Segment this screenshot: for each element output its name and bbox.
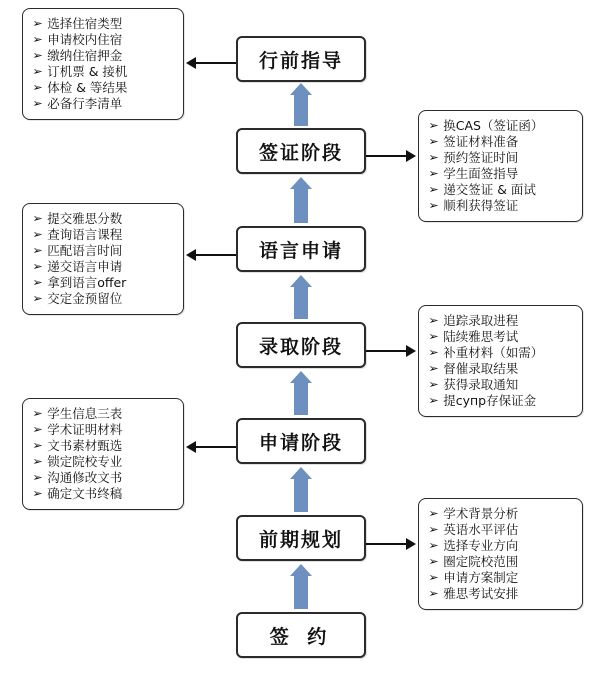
note-item	[429, 393, 572, 409]
arrow-head-icon	[290, 564, 312, 576]
note-label: 雅思考试安排	[443, 586, 519, 601]
note-label: 申请校内住宿	[47, 32, 123, 47]
arrow-shaft	[294, 576, 308, 609]
connector-arrow-to-pre-departure	[186, 57, 236, 69]
stage-box-language-application[interactable]	[236, 226, 366, 272]
arrow-bullet-icon: ➢	[32, 212, 43, 225]
note-item	[429, 345, 572, 361]
flow-arrow-signing-to-early-planning	[290, 564, 312, 609]
note-label: 交定金预留位	[47, 291, 123, 306]
stage-label: 签证阶段	[258, 141, 343, 164]
arrow-head-icon	[290, 467, 312, 479]
note-item	[33, 291, 173, 307]
arrow-shaft	[294, 479, 308, 512]
arrow-bullet-icon: ➢	[428, 571, 439, 584]
note-label: 文书素材甄选	[47, 438, 123, 453]
note-panel-language	[22, 203, 184, 315]
arrow-bullet-icon: ➢	[428, 555, 439, 568]
note-item	[33, 48, 173, 64]
arrow-head-icon	[290, 371, 312, 383]
note-label: 学术证明材料	[47, 422, 123, 437]
stage-box-application[interactable]	[236, 418, 366, 464]
arrow-shaft	[366, 543, 407, 545]
note-label: 督催录取结果	[443, 361, 519, 376]
note-item	[33, 243, 173, 259]
arrow-bullet-icon: ➢	[428, 378, 439, 391]
note-item	[33, 470, 173, 486]
arrow-bullet-icon: ➢	[428, 507, 439, 520]
arrow-bullet-icon: ➢	[32, 423, 43, 436]
note-label: 学生信息三表	[47, 406, 123, 421]
arrow-head-icon	[290, 83, 312, 95]
note-panel-pre-departure	[22, 8, 184, 120]
note-item	[429, 198, 572, 214]
connector-arrow-to-early-planning-notes	[366, 538, 416, 550]
arrow-shaft	[294, 95, 308, 126]
note-item	[429, 377, 572, 393]
arrow-bullet-icon: ➢	[32, 439, 43, 452]
stage-label: 签 约	[269, 625, 333, 648]
note-item	[33, 422, 173, 438]
arrow-bullet-icon: ➢	[32, 65, 43, 78]
arrow-bullet-icon: ➢	[32, 260, 43, 273]
stage-box-signing[interactable]	[236, 612, 366, 658]
flow-arrow-early-planning-to-application	[290, 467, 312, 512]
note-item	[33, 259, 173, 275]
note-label: 递交语言申请	[47, 259, 123, 274]
note-item	[429, 182, 572, 198]
stage-box-pre-departure[interactable]	[236, 36, 366, 82]
arrow-bullet-icon: ➢	[428, 151, 439, 164]
flow-arrow-admission-to-language	[290, 275, 312, 319]
note-item	[429, 166, 572, 182]
arrow-bullet-icon: ➢	[32, 228, 43, 241]
note-item	[429, 586, 572, 602]
arrow-bullet-icon: ➢	[32, 471, 43, 484]
note-label: 确定文书终稿	[47, 486, 123, 501]
arrow-bullet-icon: ➢	[32, 49, 43, 62]
connector-arrow-to-application-notes	[186, 441, 236, 453]
note-panel-admission	[418, 305, 583, 417]
arrow-bullet-icon: ➢	[32, 244, 43, 257]
note-label: 匹配语言时间	[47, 243, 123, 258]
arrow-bullet-icon: ➢	[32, 292, 43, 305]
note-label: 陆续雅思考试	[443, 329, 519, 344]
arrow-shaft	[366, 350, 407, 352]
stage-label: 语言申请	[258, 239, 343, 262]
note-item	[429, 361, 572, 377]
arrow-bullet-icon: ➢	[32, 407, 43, 420]
arrow-shaft	[366, 155, 407, 157]
note-label: 获得录取通知	[443, 377, 519, 392]
note-item	[429, 506, 572, 522]
note-label: 申请方案制定	[443, 570, 519, 585]
connector-arrow-to-admission-notes	[366, 345, 416, 357]
note-item	[429, 522, 572, 538]
note-label: 圈定院校范围	[443, 554, 519, 569]
arrow-bullet-icon: ➢	[428, 135, 439, 148]
arrow-head-icon	[406, 150, 416, 162]
note-label: 提交雅思分数	[47, 211, 123, 226]
arrow-bullet-icon: ➢	[428, 199, 439, 212]
note-panel-visa	[418, 110, 583, 222]
note-label: 选择专业方向	[443, 538, 519, 553]
note-item	[33, 16, 173, 32]
arrow-shaft	[195, 62, 236, 64]
note-label: 体检 & 等结果	[47, 80, 128, 95]
arrow-bullet-icon: ➢	[428, 183, 439, 196]
note-item	[33, 80, 173, 96]
note-label: 拿到语言offer	[47, 275, 127, 290]
arrow-bullet-icon: ➢	[32, 97, 43, 110]
arrow-bullet-icon: ➢	[428, 119, 439, 132]
connector-arrow-to-language-notes	[186, 249, 236, 261]
flow-arrow-visa-to-pre-departure	[290, 83, 312, 126]
note-label: 递交签证 & 面试	[443, 182, 536, 197]
arrow-bullet-icon: ➢	[428, 523, 439, 536]
stage-box-visa[interactable]	[236, 128, 366, 174]
note-label: 学术背景分析	[443, 506, 519, 521]
arrow-bullet-icon: ➢	[32, 33, 43, 46]
arrow-bullet-icon: ➢	[32, 487, 43, 500]
note-label: 锁定院校专业	[47, 454, 123, 469]
note-label: 预约签证时间	[443, 150, 519, 165]
note-label: 学生面签指导	[443, 166, 519, 181]
note-item	[429, 118, 572, 134]
note-item	[33, 486, 173, 502]
note-item	[429, 570, 572, 586]
note-label: 沟通修改文书	[47, 470, 123, 485]
flow-arrow-language-to-visa	[290, 177, 312, 223]
arrow-bullet-icon: ➢	[32, 276, 43, 289]
arrow-bullet-icon: ➢	[428, 394, 439, 407]
arrow-bullet-icon: ➢	[428, 539, 439, 552]
note-label: 换CAS（签证函）	[443, 118, 544, 133]
arrow-head-icon	[290, 275, 312, 287]
note-item	[33, 32, 173, 48]
note-item	[429, 313, 572, 329]
note-panel-application	[22, 398, 184, 510]
stage-label: 录取阶段	[258, 335, 343, 358]
arrow-bullet-icon: ➢	[428, 346, 439, 359]
note-item	[429, 554, 572, 570]
arrow-bullet-icon: ➢	[428, 362, 439, 375]
note-label: 缴纳住宿押金	[47, 48, 123, 63]
note-item	[429, 150, 572, 166]
note-item	[429, 134, 572, 150]
note-item	[33, 275, 173, 291]
arrow-head-icon	[290, 177, 312, 189]
note-label: 补重材料（如需）	[443, 345, 544, 360]
note-item	[33, 454, 173, 470]
stage-box-admission[interactable]	[236, 322, 366, 368]
stage-label: 申请阶段	[258, 431, 343, 454]
note-item	[429, 538, 572, 554]
note-label: 选择住宿类型	[47, 16, 123, 31]
note-item	[33, 211, 173, 227]
arrow-bullet-icon: ➢	[428, 587, 439, 600]
arrow-shaft	[195, 254, 236, 256]
arrow-bullet-icon: ➢	[32, 455, 43, 468]
note-label: 顺利获得签证	[443, 198, 519, 213]
arrow-shaft	[294, 189, 308, 223]
flow-arrow-application-to-admission	[290, 371, 312, 415]
arrow-shaft	[195, 446, 236, 448]
arrow-shaft	[294, 287, 308, 319]
note-item	[429, 329, 572, 345]
connector-arrow-to-visa-notes	[366, 150, 416, 162]
note-item	[33, 438, 173, 454]
stage-box-early-planning[interactable]	[236, 515, 366, 561]
note-label: 英语水平评估	[443, 522, 519, 537]
note-item	[33, 96, 173, 112]
arrow-bullet-icon: ➢	[32, 17, 43, 30]
note-label: 签证材料准备	[443, 134, 519, 149]
note-label: 查询语言课程	[47, 227, 123, 242]
arrow-bullet-icon: ➢	[428, 314, 439, 327]
arrow-head-icon	[406, 345, 416, 357]
arrow-head-icon	[406, 538, 416, 550]
note-item	[33, 64, 173, 80]
note-item	[33, 406, 173, 422]
note-label: 追踪录取进程	[443, 313, 519, 328]
arrow-bullet-icon: ➢	[428, 330, 439, 343]
arrow-bullet-icon: ➢	[32, 81, 43, 94]
arrow-shaft	[294, 383, 308, 415]
arrow-bullet-icon: ➢	[428, 167, 439, 180]
stage-label: 前期规划	[258, 528, 343, 551]
note-label: 提супр存保证金	[443, 393, 537, 408]
note-panel-early-planning	[418, 498, 583, 610]
note-item	[33, 227, 173, 243]
stage-label: 行前指导	[258, 49, 343, 72]
note-label: 必备行李清单	[47, 96, 123, 111]
note-label: 订机票 & 接机	[47, 64, 128, 79]
